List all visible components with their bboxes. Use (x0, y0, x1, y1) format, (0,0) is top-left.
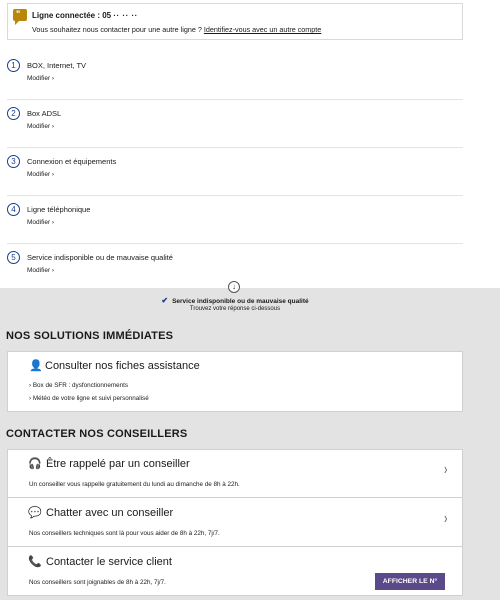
advisors-heading: CONTACTER NOS CONSEILLERS (6, 428, 188, 440)
assistance-card (7, 351, 463, 412)
chat-icon: 💬 (28, 507, 42, 519)
chevron-right-icon[interactable]: › (443, 461, 447, 478)
assistance-person-icon: 👤 (29, 360, 43, 372)
assistance-link-line-weather[interactable]: › Météo de votre ligne et suivi personnalisé (29, 395, 149, 402)
show-number-button[interactable]: AFFICHER LE N° (375, 573, 445, 590)
other-line-text (32, 25, 321, 34)
step-label: Service indisponible ou de mauvaise qualité (27, 253, 173, 262)
callback-description: Un conseiller vous rappelle gratuitement du lundi au dimanche de 8h à 22h. (29, 481, 240, 488)
step-4 (7, 196, 463, 244)
modify-link[interactable]: Modifier › (27, 123, 55, 130)
step-number-badge: 4 (7, 203, 20, 216)
call-description: Nos conseillers sont joignables de 8h à 22h, 7j/7. (29, 579, 166, 586)
chat-bubble-icon: " (13, 9, 27, 21)
chat-description: Nos conseillers techniques sont là pour vous aider de 8h à 22h, 7j/7. (29, 530, 220, 537)
step-label: Box ADSL (27, 109, 62, 118)
arrow-down-icon: ↓ (228, 281, 240, 293)
step-2 (7, 100, 463, 148)
step-3 (7, 148, 463, 196)
chevron-right-icon[interactable]: › (443, 510, 447, 527)
assistance-card-title: Consulter nos fiches assistance (45, 360, 200, 372)
call-card (7, 546, 463, 596)
step-number-badge: 1 (7, 59, 20, 72)
phone-icon: 📞 (28, 556, 42, 568)
step-number-badge: 3 (7, 155, 20, 168)
call-title: Contacter le service client (46, 556, 172, 568)
connected-line-box (7, 3, 463, 40)
check-icon: ✔ (161, 296, 169, 305)
step-number-badge: 5 (7, 251, 20, 264)
connected-line-title (32, 11, 138, 20)
step-label: Ligne téléphonique (27, 205, 91, 214)
masked-number: ·· ·· ·· (113, 11, 138, 20)
callback-card[interactable] (7, 449, 463, 498)
selected-service-label: Service indisponible ou de mauvaise qualité (172, 298, 309, 305)
headset-icon: 🎧 (28, 458, 42, 470)
solutions-heading: NOS SOLUTIONS IMMÉDIATES (6, 330, 174, 342)
chat-card[interactable] (7, 497, 463, 547)
identify-other-account-link[interactable]: Identifiez-vous avec un autre compte (203, 25, 322, 34)
connected-line-label: Ligne connectée : 05 (32, 11, 112, 20)
modify-link[interactable]: Modifier › (27, 171, 55, 178)
chat-title: Chatter avec un conseiller (46, 507, 174, 519)
step-1 (7, 52, 463, 100)
callback-title: Être rappelé par un conseiller (46, 458, 190, 470)
step-label: Connexion et équipements (27, 157, 117, 166)
step-number-badge: 2 (7, 107, 20, 120)
modify-link[interactable]: Modifier › (27, 75, 55, 82)
modify-link[interactable]: Modifier › (27, 219, 55, 226)
step-label: BOX, Internet, TV (27, 61, 87, 70)
selected-service-subtitle: Trouvez votre réponse ci-dessous (189, 306, 281, 312)
modify-link[interactable]: Modifier › (27, 267, 55, 274)
assistance-link-box-issues[interactable]: › Box de SFR : dysfonctionnements (29, 382, 129, 389)
selected-service (0, 296, 470, 305)
other-line-question: Vous souhaitez nous contacter pour une autre ligne ? (32, 25, 202, 34)
